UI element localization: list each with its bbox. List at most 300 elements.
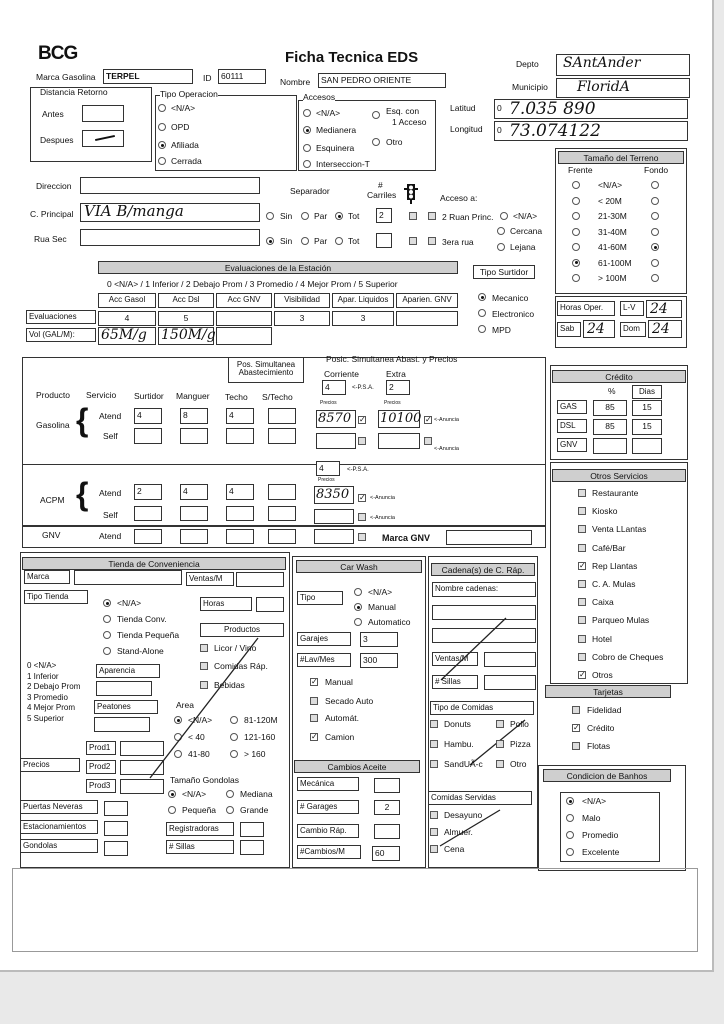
gnv-techo[interactable] xyxy=(226,529,254,544)
banhos-radio-0[interactable] xyxy=(566,797,574,805)
credito-dsl-dias[interactable]: 15 xyxy=(632,419,662,435)
tipo-op-label-3: Cerrada xyxy=(171,156,202,166)
cadenas-nombre-field-1[interactable] xyxy=(432,605,536,620)
servida-check-1[interactable] xyxy=(430,828,438,836)
gas-precios-label-1: Precios xyxy=(320,400,337,406)
frente-radio-2[interactable] xyxy=(572,212,580,220)
form-title: Ficha Tecnica EDS xyxy=(285,49,419,66)
latitud-value: 7.035 890 xyxy=(509,99,596,119)
acpm-self-manguer[interactable] xyxy=(180,506,208,521)
acceso-lejana-radio[interactable] xyxy=(497,243,505,251)
eval-value-3[interactable]: 3 xyxy=(274,311,330,326)
tipo-op-radio-2[interactable] xyxy=(158,141,166,149)
otros-label-4: Rep Llantas xyxy=(592,560,638,571)
ruan-princ-label: 2 Ruan Princ. xyxy=(442,212,494,222)
otros-label-6: Caixa xyxy=(592,597,614,608)
sab-field[interactable] xyxy=(583,320,615,338)
gnv-precio[interactable] xyxy=(314,529,354,544)
tarjeta-label-2: Flotas xyxy=(587,741,611,751)
mecanica-label: Mecánica xyxy=(297,777,359,791)
marca-field[interactable]: TERPEL xyxy=(103,69,193,84)
area-radio-1[interactable] xyxy=(230,716,238,724)
depto-field[interactable] xyxy=(556,54,690,76)
tarjeta-check-0[interactable] xyxy=(572,706,580,714)
cambios-m-field[interactable]: 60 xyxy=(372,846,400,861)
tienda-marca-field[interactable] xyxy=(74,570,182,585)
principal-carriles-check[interactable] xyxy=(409,212,417,220)
gond-radio-2[interactable] xyxy=(168,806,176,814)
tipo-op-label-1: OPD xyxy=(171,122,190,132)
longitud-prefix: 0 xyxy=(497,125,502,135)
puertas-field[interactable] xyxy=(104,801,128,816)
bebidas-label: Bebidas xyxy=(214,680,245,690)
prod2-field[interactable] xyxy=(120,760,164,775)
principal-label: C. Principal xyxy=(30,209,74,219)
licor-check[interactable] xyxy=(200,644,208,652)
car-wash-opt-2: Automatico xyxy=(368,617,411,627)
cw-check-1[interactable] xyxy=(310,697,318,705)
terreno-label-6: > 100M xyxy=(598,273,627,283)
gondolas-field[interactable] xyxy=(104,841,128,856)
tienda-tipo-radio-0[interactable] xyxy=(103,599,111,607)
area-label: Area xyxy=(176,700,194,710)
acpm-self-anuncia-label: <-Anuncia xyxy=(370,515,395,521)
distancia-label: Distancia Retorno xyxy=(40,87,108,97)
extra-field[interactable]: 2 xyxy=(386,380,410,395)
depto-value: SAntAnder xyxy=(563,55,641,71)
gas-self-anuncia-label: <-Anuncia xyxy=(434,446,459,452)
acpm-stecho-field[interactable] xyxy=(268,484,296,500)
otro-acceso-radio[interactable] xyxy=(372,138,380,146)
acpm-anuncia-check[interactable]: ✓ xyxy=(359,493,366,502)
cw-check-label-1: Secado Auto xyxy=(325,696,374,706)
tienda-tipo-radio-1[interactable] xyxy=(103,615,111,623)
acpm-manguer-field[interactable]: 4 xyxy=(180,484,208,500)
rua-carriles-check[interactable] xyxy=(409,237,417,245)
frente-radio-0[interactable] xyxy=(572,181,580,189)
registradoras-field[interactable] xyxy=(240,822,264,837)
surtidor-label-2: MPD xyxy=(492,325,511,335)
tipo-op-radio-3[interactable] xyxy=(158,157,166,165)
comida-label-0: Donuts xyxy=(444,719,471,729)
id-field[interactable]: 60111 xyxy=(218,69,266,84)
servida-label-1: Almuer. xyxy=(444,827,473,837)
credito-dias-label: Dias xyxy=(632,385,662,399)
fondo-radio-1[interactable] xyxy=(651,197,659,205)
area-label-4: 41-80 xyxy=(188,749,210,759)
ruan-princ-check[interactable] xyxy=(428,212,436,220)
gnv-label: GNV xyxy=(42,530,61,540)
bcg-logo: BCG xyxy=(38,43,78,64)
acpm-label: ACPM xyxy=(40,495,65,505)
surtidor-radio-2[interactable] xyxy=(478,325,486,333)
latitud-label: Latitud xyxy=(450,103,476,113)
vol-dsl-field[interactable] xyxy=(158,327,214,345)
comida-check-3[interactable] xyxy=(496,740,504,748)
tarjeta-check-1[interactable]: ✓ xyxy=(573,723,580,732)
otros-label-1: Kiosko xyxy=(592,506,618,517)
banhos-label-3: Excelente xyxy=(582,847,620,857)
gas-precio1-field[interactable] xyxy=(316,410,356,428)
otros-check-6[interactable] xyxy=(578,598,586,606)
puertas-label: Puertas Neveras xyxy=(20,800,98,814)
gas-surtidor-field[interactable]: 4 xyxy=(134,408,162,424)
tipo-op-radio-1[interactable] xyxy=(158,123,166,131)
tipo-op-radio-0[interactable] xyxy=(158,104,166,112)
eval-value-2[interactable] xyxy=(216,311,272,326)
comida-check-1[interactable] xyxy=(496,720,504,728)
frente-radio-1[interactable] xyxy=(572,197,580,205)
otros-check-3[interactable] xyxy=(578,544,586,552)
garages-label: # Garages xyxy=(297,800,359,814)
acceso-cercana-radio[interactable] xyxy=(497,227,505,235)
cw-check-2[interactable] xyxy=(310,714,318,722)
despues-field[interactable] xyxy=(82,130,124,147)
tienda-tipo-radio-3[interactable] xyxy=(103,647,111,655)
area-radio-0[interactable] xyxy=(174,716,182,724)
cambio-rap-field[interactable] xyxy=(374,824,400,839)
cambio-rap-label: Cambio Ráp. xyxy=(297,824,359,838)
gas-anuncia2-check[interactable]: ✓ xyxy=(425,415,432,424)
acpm-self-precio[interactable] xyxy=(314,509,354,524)
bebidas-check[interactable] xyxy=(200,681,208,689)
tercera-rua-check[interactable] xyxy=(428,237,436,245)
area-radio-5[interactable] xyxy=(230,750,238,758)
cambios-header: Cambios Aceite xyxy=(294,760,420,773)
gas-self-precio1[interactable] xyxy=(316,433,356,449)
banhos-radio-2[interactable] xyxy=(566,831,574,839)
surtidor-label-0: Mecanico xyxy=(492,293,529,303)
latitud-prefix: 0 xyxy=(497,103,502,113)
cadenas-nombre-field-2[interactable] xyxy=(432,628,536,643)
car-wash-radio-1[interactable] xyxy=(354,603,362,611)
stecho-col-label: S/Techo xyxy=(262,392,293,402)
banhos-radio-1[interactable] xyxy=(566,814,574,822)
prod3-label: Prod3 xyxy=(86,779,116,793)
longitud-label: Longitud xyxy=(450,124,483,134)
gas-techo-field[interactable]: 4 xyxy=(226,408,254,424)
apariencia-field[interactable] xyxy=(96,681,152,696)
tienda-tipo-radio-2[interactable] xyxy=(103,631,111,639)
mecanica-field[interactable] xyxy=(374,778,400,793)
comida-check-0[interactable] xyxy=(430,720,438,728)
rua-par-label: Par xyxy=(314,236,328,246)
otros-check-2[interactable] xyxy=(578,525,586,533)
accesos-radio-0[interactable] xyxy=(303,109,311,117)
fondo-radio-3[interactable] xyxy=(651,228,659,236)
corriente-field[interactable]: 4 xyxy=(322,380,346,395)
registradoras-label: Registradoras xyxy=(166,822,234,836)
comida-check-2[interactable] xyxy=(430,740,438,748)
gas-stecho-field[interactable] xyxy=(268,408,296,424)
car-wash-radio-2[interactable] xyxy=(354,618,362,626)
garajes-field[interactable]: 3 xyxy=(360,632,398,647)
area-radio-3[interactable] xyxy=(230,733,238,741)
surtidor-radio-0[interactable] xyxy=(478,293,486,301)
eval-value-4[interactable]: 3 xyxy=(332,311,394,326)
tarjeta-label-1: Crédito xyxy=(587,723,615,733)
car-wash-radio-0[interactable] xyxy=(354,588,362,596)
terreno-label-1: < 20M xyxy=(598,195,622,206)
gond-label-0: <N/A> xyxy=(182,789,207,799)
principal-sin-radio[interactable] xyxy=(266,212,274,220)
estacionamientos-field[interactable] xyxy=(104,821,128,836)
principal-par-label: Par xyxy=(314,211,328,221)
eval-value-0[interactable]: 4 xyxy=(98,311,156,326)
servida-check-0[interactable] xyxy=(430,811,438,819)
tarjeta-check-2[interactable] xyxy=(572,742,580,750)
accesos-radio-1[interactable] xyxy=(303,126,311,134)
acpm-self-surtidor[interactable] xyxy=(134,506,162,521)
esq-con-radio[interactable] xyxy=(372,111,380,119)
gas-atend-label: Atend xyxy=(99,411,122,421)
longitud-field[interactable] xyxy=(494,121,688,141)
frente-radio-4[interactable] xyxy=(572,243,580,251)
credito-gnv-dias[interactable] xyxy=(632,438,662,454)
car-wash-opt-1: Manual xyxy=(368,602,396,612)
fondo-radio-5[interactable] xyxy=(651,259,659,267)
sab-label: Sab xyxy=(557,322,581,337)
dom-value: 24 xyxy=(652,321,670,337)
marca-gnv-field[interactable] xyxy=(446,530,532,545)
surtidor-col-label: Surtidor xyxy=(134,391,164,401)
prod1-field[interactable] xyxy=(120,741,164,756)
gas-manguer-field[interactable]: 8 xyxy=(180,408,208,424)
gnv-manguer[interactable] xyxy=(180,529,208,544)
acpm-brace: { xyxy=(76,476,89,512)
fondo-radio-4[interactable] xyxy=(651,243,659,251)
lav-mes-label: #Lav/Mes xyxy=(297,653,351,667)
municipio-field[interactable] xyxy=(556,78,690,98)
acceso-a-label: Acceso a: xyxy=(440,193,478,203)
gas-self-manguer[interactable] xyxy=(180,428,208,444)
separador-label: Separador xyxy=(290,186,330,196)
comida-label-2: Hambu. xyxy=(444,739,474,749)
marca-label: Marca Gasolina xyxy=(36,72,96,82)
peatones-field[interactable] xyxy=(94,717,150,732)
gas-precio1-value: 8570 xyxy=(318,411,352,426)
gas-self-surtidor[interactable] xyxy=(134,428,162,444)
tipo-comidas-label: Tipo de Comidas xyxy=(430,701,534,715)
credito-gnv-pct[interactable] xyxy=(593,438,627,454)
un-acceso-label: 1 Acceso xyxy=(392,117,427,127)
acpm-techo-field[interactable]: 4 xyxy=(226,484,254,500)
tarjetas-header: Tarjetas xyxy=(545,685,671,698)
rua-sec-field[interactable] xyxy=(80,229,260,246)
rua-tot-radio[interactable] xyxy=(335,237,343,245)
comida-label-5: Otro xyxy=(510,759,527,769)
hash-label: # xyxy=(378,180,383,190)
otros-check-5[interactable] xyxy=(578,580,586,588)
gas-self-anuncia2[interactable] xyxy=(424,437,432,445)
rua-tot-label: Tot xyxy=(348,236,360,246)
principal-field[interactable] xyxy=(80,203,260,222)
servicio-label: Servicio xyxy=(86,390,117,400)
gas-anuncia-label: <-Anuncia xyxy=(434,417,459,423)
cadenas-header: Cadena(s) de C. Ráp. xyxy=(431,563,535,576)
banhos-label-2: Promedio xyxy=(582,830,619,840)
gnv-stecho[interactable] xyxy=(268,529,296,544)
tarjeta-label-0: Fidelidad xyxy=(587,705,622,715)
accesos-radio-3[interactable] xyxy=(303,160,311,168)
techo-col-label: Techo xyxy=(225,392,248,402)
tienda-sillas-field[interactable] xyxy=(240,840,264,855)
acpm-precios-label: Precios xyxy=(318,477,335,483)
depto-label: Depto xyxy=(516,59,539,69)
principal-tot-radio[interactable] xyxy=(335,212,343,220)
frente-radio-6[interactable] xyxy=(572,274,580,282)
otros-check-0[interactable] xyxy=(578,489,586,497)
gond-radio-3[interactable] xyxy=(226,806,234,814)
tipo-operacion-label: Tipo Operacion xyxy=(160,89,218,99)
carriles-field[interactable]: 2 xyxy=(376,208,392,223)
tipo-op-label-2: Afiliada xyxy=(171,140,199,150)
latitud-field[interactable] xyxy=(494,99,688,119)
extra-label: Extra xyxy=(386,369,406,379)
otros-servicios-header: Otros Servicios xyxy=(552,469,686,482)
gnv-anuncia-check[interactable] xyxy=(358,533,366,541)
gas-self-techo[interactable] xyxy=(226,428,254,444)
direccion-field[interactable] xyxy=(80,177,260,194)
vol-gas-field[interactable] xyxy=(98,327,156,345)
escala-item-3: 3 Promedio xyxy=(27,692,68,702)
terreno-label-5: 61-100M xyxy=(598,257,632,268)
tercera-rua-label: 3era rua xyxy=(442,237,474,247)
gond-label-3: Grande xyxy=(240,805,269,815)
rua-sin-radio[interactable] xyxy=(266,237,274,245)
tienda-tipo-label-3: Stand-Alone xyxy=(117,646,164,656)
tamano-gondolas-label: Tamaño Gondolas xyxy=(170,775,239,785)
gnv-surtidor[interactable] xyxy=(134,529,162,544)
credito-dsl-pct[interactable]: 85 xyxy=(593,419,627,435)
fondo-label: Fondo xyxy=(644,165,669,175)
gas-precio2-field[interactable] xyxy=(378,410,420,428)
gond-radio-0[interactable] xyxy=(168,790,176,798)
gnv-atend-label: Atend xyxy=(99,531,122,541)
rua-carriles-field[interactable] xyxy=(376,233,392,248)
comida-check-4[interactable] xyxy=(430,760,438,768)
comida-label-1: Pollo xyxy=(510,719,529,729)
acpm-surtidor-field[interactable]: 2 xyxy=(134,484,162,500)
cadenas-ventas-label: Ventas/M xyxy=(432,652,478,666)
lav-mes-field[interactable]: 300 xyxy=(360,653,398,668)
terreno-label-2: 21-30M xyxy=(598,211,627,221)
gasolina-brace: { xyxy=(76,402,89,438)
servida-label-0: Desayuno xyxy=(444,810,483,820)
otros-check-1[interactable] xyxy=(578,507,586,515)
frente-radio-5[interactable] xyxy=(572,259,580,267)
credito-gas-pct[interactable]: 85 xyxy=(593,400,627,416)
acpm-psa-field[interactable]: 4 xyxy=(316,461,340,476)
area-radio-4[interactable] xyxy=(174,750,182,758)
otros-check-10[interactable]: ✓ xyxy=(579,670,586,679)
tienda-horas-field[interactable] xyxy=(256,597,284,612)
acpm-precio-field[interactable] xyxy=(314,486,354,504)
garages-field[interactable]: 2 xyxy=(374,800,400,815)
area-label-2: < 40 xyxy=(188,732,205,742)
despues-label: Despues xyxy=(40,135,74,145)
acpm-self-stecho[interactable] xyxy=(268,506,296,521)
gas-self-label: Self xyxy=(103,431,118,441)
principal-par-radio[interactable] xyxy=(301,212,309,220)
acpm-atend-label: Atend xyxy=(99,488,122,498)
tienda-ventas-field[interactable] xyxy=(236,572,284,587)
eval-value-1[interactable]: 5 xyxy=(158,311,214,326)
dom-field[interactable] xyxy=(648,320,682,338)
fondo-radio-0[interactable] xyxy=(651,181,659,189)
otros-label-7: Parqueo Mulas xyxy=(592,615,650,626)
accesos-label-0: <N/A> xyxy=(316,108,341,118)
cw-check-3[interactable]: ✓ xyxy=(311,732,318,741)
nombre-field[interactable]: SAN PEDRO ORIENTE xyxy=(318,73,446,88)
horas-label: Horas Oper. xyxy=(557,301,615,316)
cadenas-sillas-field[interactable] xyxy=(484,675,536,690)
comidas-check[interactable] xyxy=(200,662,208,670)
distancia-section xyxy=(30,87,152,162)
vol-gnv-field[interactable] xyxy=(216,327,272,345)
gond-radio-1[interactable] xyxy=(226,790,234,798)
frente-radio-3[interactable] xyxy=(572,228,580,236)
cadenas-ventas-field[interactable] xyxy=(484,652,536,667)
cambios-m-label: #Cambios/M xyxy=(297,845,361,859)
comida-check-5[interactable] xyxy=(496,760,504,768)
antes-field[interactable] xyxy=(82,105,124,122)
observaciones-box[interactable] xyxy=(12,868,698,952)
cw-check-0[interactable]: ✓ xyxy=(311,677,318,686)
credito-gas-dias[interactable]: 15 xyxy=(632,400,662,416)
otros-check-4[interactable]: ✓ xyxy=(579,560,586,570)
area-label-0: <N/A> xyxy=(188,715,213,725)
servida-check-2[interactable] xyxy=(430,845,438,853)
otros-label-2: Venta LLantas xyxy=(592,524,647,535)
accesos-radio-2[interactable] xyxy=(303,144,311,152)
banhos-radio-3[interactable] xyxy=(566,848,574,856)
acceso-cercana-label: Cercana xyxy=(510,226,543,236)
cw-check-label-3: Camion xyxy=(325,732,355,742)
car-wash-opt-0: <N/A> xyxy=(368,587,393,597)
acpm-self-anuncia[interactable] xyxy=(358,513,366,521)
fondo-radio-2[interactable] xyxy=(651,212,659,220)
surtidor-radio-1[interactable] xyxy=(478,309,486,317)
marca-gnv-label: Marca GNV xyxy=(382,533,431,543)
prod3-field[interactable] xyxy=(120,779,164,794)
lv-field[interactable] xyxy=(646,300,682,318)
comida-label-4: SandUÃ-c xyxy=(444,759,483,769)
gas-anuncia1-check[interactable]: ✓ xyxy=(359,415,366,424)
escala-item-4: 4 Mejor Prom xyxy=(27,703,76,712)
gas-self-precio2[interactable] xyxy=(378,433,420,449)
acceso-na-radio[interactable] xyxy=(500,212,508,220)
eval-col-5: Aparien. GNV xyxy=(396,293,458,308)
eval-col-3: Visibilidad xyxy=(274,293,330,308)
otros-check-7[interactable] xyxy=(578,616,586,624)
comidas-servidas-label: Comidas Servidas xyxy=(428,791,532,805)
gas-self-stecho[interactable] xyxy=(268,428,296,444)
otros-check-8[interactable] xyxy=(578,635,586,643)
gas-self-anuncia1[interactable] xyxy=(358,437,366,445)
area-radio-2[interactable] xyxy=(174,733,182,741)
eval-value-5[interactable] xyxy=(396,311,458,326)
fondo-radio-6[interactable] xyxy=(651,274,659,282)
escala-item-5: 5 Superior xyxy=(27,713,64,723)
rua-par-radio[interactable] xyxy=(301,237,309,245)
otros-check-9[interactable] xyxy=(578,653,586,661)
acpm-self-techo[interactable] xyxy=(226,506,254,521)
acpm-precio-value: 8350 xyxy=(316,487,350,502)
precios-label: Precios xyxy=(20,758,80,772)
gasolina-label: Gasolina xyxy=(36,420,70,430)
tienda-sillas-label: # Sillas xyxy=(166,840,234,854)
